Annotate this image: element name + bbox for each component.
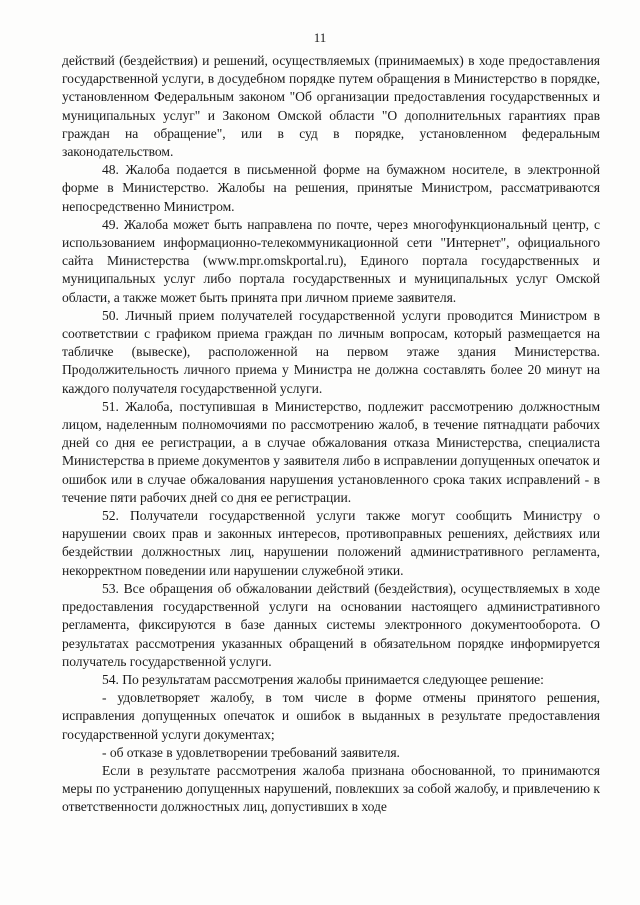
- document-body: [62, 52, 600, 817]
- paragraph-48: 48. Жалоба подается в письменной форме на бумажном носителе, в электронной форме в Министерство. Жалобы на решения, принятые Министром, рассматриваются непосредственно Министром.: [62, 162, 600, 214]
- paragraph-51: 51. Жалоба, поступившая в Министерство, подлежит рассмотрению должностным лицом, наделенным полномочиями по рассмотрению жалоб, в течение пятнадцати рабочих дней со дня ее регистрации, а в случае обжалования отказа Министерства, специалиста Министерства в приеме документов у заявителя либо в исправлении допущенных опечаток и ошибок или в случае обжалования нарушения установленного срока таких исправлений - в течение пяти рабочих дней со дня ее регистрации.: [62, 398, 600, 505]
- paragraph-54: 54. По результатам рассмотрения жалобы принимается следующее решение:: [102, 671, 544, 687]
- paragraph-50: 50. Личный прием получателей государственной услуги проводится Министром в соответствии с графиком приема граждан по личным вопросам, который размещается на табличке (вывеске), расположенной на первом этаже здания Министерства. Продолжительность личного приема у Министра не должна составлять более 20 минут на каждого получателя государственной услуги.: [62, 307, 600, 396]
- paragraph-52: 52. Получатели государственной услуги также могут сообщить Министру о нарушении своих прав и законных интересов, противоправных решениях, действиях или бездействии должностных лиц, нарушении положений административного регламента, некорректном поведении или нарушении служебной этики.: [62, 508, 600, 578]
- paragraph-continuation: действий (бездействия) и решений, осуществляемых (принимаемых) в ходе предоставления государственной услуги, в досудебном порядке путем обращения в Министерство в порядке, установленном Федеральным законом "Об организации предоставления государственных и муниципальных услуг" и Законом Омской области "О дополнительных гарантиях прав граждан на обращение", или в суд в порядке, установленном федеральным законодательством.: [62, 53, 600, 160]
- paragraph-53: 53. Все обращения об обжаловании действий (бездействия), осуществляемых в ходе предоставления государственной услуги на основании настоящего административного регламента, фиксируются в базе данных системы электронного документооборота. О результатах рассмотрения указанных обращений в обязательном порядке информируется получатель государственной услуги.: [62, 580, 600, 669]
- paragraph-54-justified: Если в результате рассмотрения жалоба признана обоснованной, то принимаются меры по устранению допущенных нарушений, повлекших за собой жалобу, и привлечению к ответственности должностных лиц, допустивших в ходе: [62, 762, 600, 815]
- page-number: 11: [313, 30, 327, 45]
- paragraph-54-option-refuse: - об отказе в удовлетворении требований заявителя.: [102, 744, 400, 760]
- paragraph-49: 49. Жалоба может быть направлена по почте, через многофункциональный центр, с использованием информационно-телекоммуникационной сети "Интернет", официального сайта Министерства (www.mpr.omskportal.ru), Единого портала государственных и муниципальных услуг либо портала государственных и муниципальных услуг Омской области, а также может быть принята при личном приеме заявителя.: [62, 216, 600, 305]
- paragraph-54-option-satisfy: - удовлетворяет жалобу, в том числе в форме отмены принятого решения, исправления допущенных опечаток и ошибок в выданных в результате предоставления государственной услуги документах;: [62, 690, 600, 742]
